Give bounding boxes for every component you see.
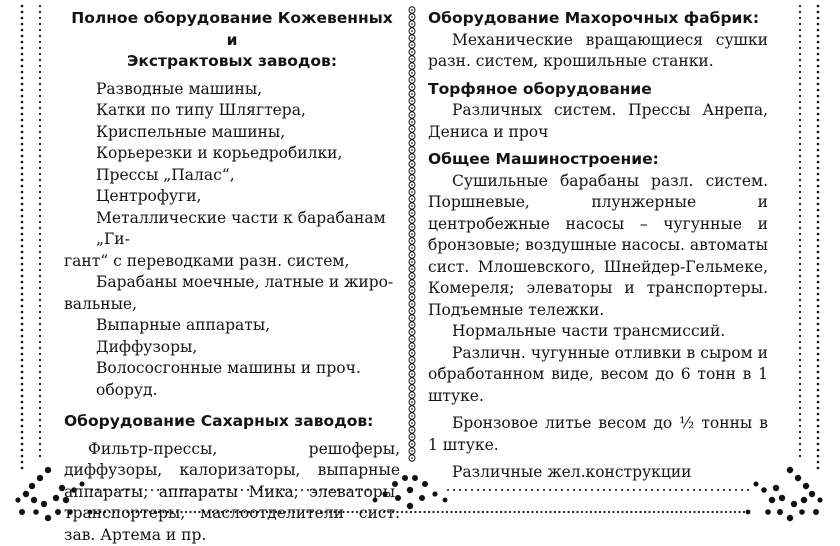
tobacco-factories-heading: Оборудование Махорочных фабрик: (428, 8, 768, 30)
list-item: гант“ с переводками разн. систем, (64, 251, 400, 273)
transmission-parts-text: Нормальные части трансмиссий. (428, 321, 768, 343)
tobacco-equipment-text: Механические вращающиеся сушки разн. систем, крошильные станки. (428, 30, 768, 73)
left-outer-dotted-rule (21, 5, 24, 470)
center-chain-divider (409, 7, 415, 461)
sugar-equipment-text: Фильтр-прессы, решоферы, диффузоры, калоризаторы, выпарные аппараты, аппараты Мика, элеваторы, транспортеры, маслоотделители сист. зав. Артема и пр. (64, 439, 400, 546)
list-item: Выпарные аппараты, (64, 315, 400, 337)
sugar-plants-heading: Оборудование Сахарных заводов: (64, 411, 400, 433)
list-item: Волососгонные машины и проч. оборуд. (64, 358, 400, 401)
peat-equipment-text: Различных систем. Прессы Анрепа, Дениса и проч (428, 100, 768, 143)
list-item: Катки по типу Шлягтера, (64, 100, 400, 122)
list-item: вальные, (64, 294, 400, 316)
right-column (428, 8, 768, 484)
leather-equipment-list (64, 79, 400, 402)
bronze-castings-text: Бронзовое литье весом до ½ тонны в 1 штуке. (428, 413, 768, 456)
list-item: Металлические части к барабанам „Ги- (64, 208, 400, 251)
leather-plants-heading-line2: Экстрактовых заводов: (64, 51, 400, 73)
iron-castings-text: Различн. чугунные отливки в сыром и обработанном виде, весом до 6 тонн в 1 штуке. (428, 343, 768, 408)
list-item: Диффузоры, (64, 337, 400, 359)
list-item: Центрофуги, (64, 186, 400, 208)
left-inner-dotted-rule (39, 5, 41, 457)
right-inner-dotted-rule (799, 5, 801, 457)
list-item: Прессы „Палас“, (64, 165, 400, 187)
leather-plants-heading (64, 8, 400, 73)
list-item: Разводные машины, (64, 79, 400, 101)
general-engineering-text: Сушильные барабаны разл. систем. Поршневые, плунжерные и центробежные насосы – чугунные и бронзовые; воздушные насосы. автоматы сист. Млошевского, Шнейдер-Гельмеке, Комереля; элеваторы и транспортеры. Подъемные тележки. (428, 171, 768, 322)
left-column (64, 8, 400, 546)
iron-structures-text: Различные жел.конструкции (428, 462, 768, 484)
general-engineering-heading: Общее Машиностроение: (428, 149, 768, 171)
right-outer-dotted-rule (817, 5, 820, 470)
list-item: Барабаны моечные, латные и жиро- (64, 272, 400, 294)
peat-equipment-heading: Торфяное оборудование (428, 79, 768, 101)
list-item: Корьерезки и корьедробилки, (64, 143, 400, 165)
leather-plants-heading-line1: Полное оборудование Кожевенных и (64, 8, 400, 51)
list-item: Криспельные машины, (64, 122, 400, 144)
